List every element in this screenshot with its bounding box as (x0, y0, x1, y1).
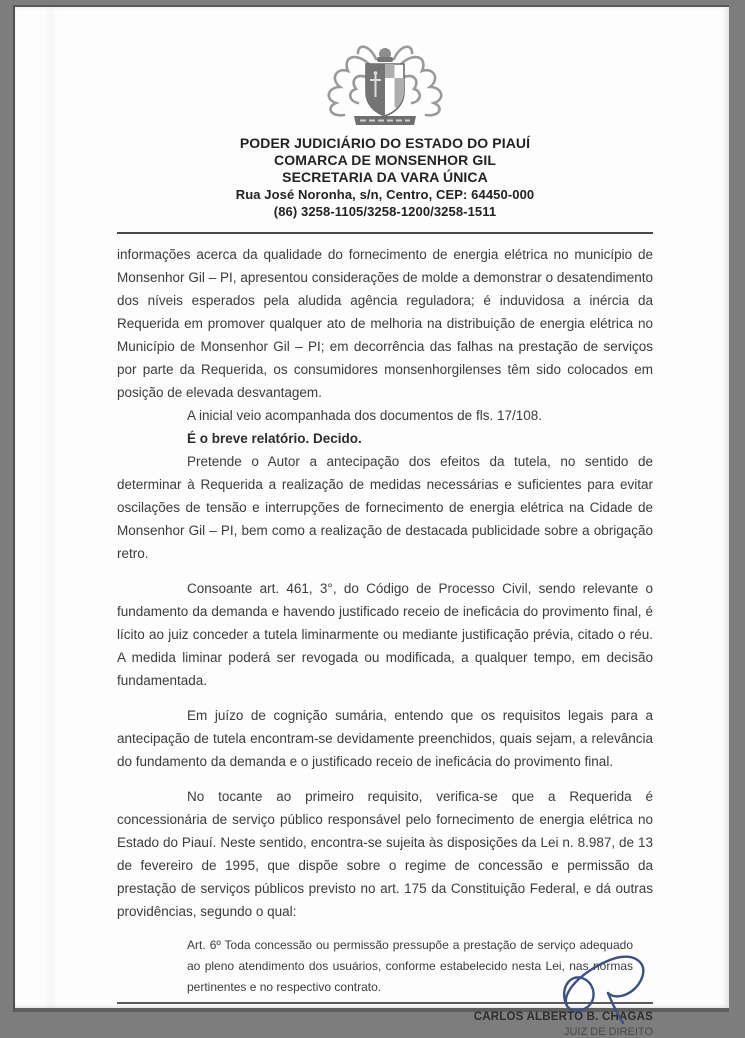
letterhead-org-line3: SECRETARIA DA VARA ÚNICA (282, 169, 488, 185)
paragraph-2: A inicial veio acompanhada dos documentos de fls. 17/108. (187, 408, 542, 423)
header-rule (117, 232, 653, 234)
statute-quote: Art. 6º Toda concessão ou permissão pressupõe a prestação de serviço adequado ao pleno atendimento dos usuários, conforme estabelecido nesta Lei, nas normas pertinentes e no respectivo contrato. (187, 938, 633, 994)
letterhead-address: Rua José Noronha, s/n, Centro, CEP: 64450-000 (235, 187, 535, 202)
letterhead-phones: (86) 3258-1105/3258-1200/3258-1511 (273, 204, 497, 219)
signer-title: JUIZ DE DIREITO (563, 1026, 653, 1038)
letterhead-org-line2: COMARCA DE MONSENHOR GIL (274, 152, 496, 168)
document-body (117, 243, 653, 998)
paragraph-1: informações acerca da qualidade do fornecimento de energia elétrica no município de Monsenhor Gil – PI, apresentou considerações de molde a demonstrar o desatendimento dos níveis esperados pela aludida agência reguladora; é induvidosa a inércia da Requerida em promover qualquer ato de melhoria na distribuição de energia elétrica no Município de Monsenhor Gil – PI; em decorrência das falhas na prestação de serviços por parte da Requerida, os consumidores monsenhorgilenses têm sido colocados em posição de elevada desvantagem. (117, 247, 653, 400)
letterhead (117, 37, 653, 220)
letterhead-org-line1: PODER JUDICIÁRIO DO ESTADO DO PIAUÍ (239, 135, 531, 151)
signature-icon (557, 950, 661, 1028)
signer-name: CARLOS ALBERTO B. CHAGAS (473, 1011, 653, 1023)
document-page (13, 5, 729, 1038)
paragraph-7: No tocante ao primeiro requisito, verifica-se que a Requerida é concessionária de serviço público responsável pelo fornecimento de energia elétrica no Estado do Piauí. Neste sentido, encontra-se sujeita às disposições da Lei n. 8.987, de 13 de fevereiro de 1995, que dispõe sobre o regime de concessão e permissão da prestação de serviços públicos previsto no art. 175 da Constituição Federal, e dá outras providências, segundo o qual: (117, 789, 653, 919)
coat-of-arms-icon (310, 37, 460, 129)
paragraph-6: Em juízo de cognição sumária, entendo que os requisitos legais para a antecipação de tutela encontram-se devidamente preenchidos, quais sejam, a relevância do fundamento da demanda e o justificado receio de ineficácia do provimento final. (117, 708, 653, 769)
paragraph-5: Consoante art. 461, 3°, do Código de Processo Civil, sendo relevante o fundamento da demanda e havendo justificado receio de ineficácia do provimento final, é lícito ao juiz conceder a tutela liminarmente ou mediante justificação prévia, citado o réu. A medida liminar poderá ser revogada ou modificada, a qualquer tempo, em decisão fundamentada. (117, 581, 653, 688)
paragraph-3-decision-heading: É o breve relatório. Decido. (187, 431, 362, 446)
paragraph-4: Pretende o Autor a antecipação dos efeitos da tutela, no sentido de determinar à Requerida a realização de medidas necessárias e suficientes para evitar oscilações de tensão e interrupções de fornecimento de energia elétrica na Cidade de Monsenhor Gil – PI, bem como a realização de destacada publicidade sobre a obrigação retro. (117, 454, 653, 561)
signature-block (117, 1002, 653, 1038)
